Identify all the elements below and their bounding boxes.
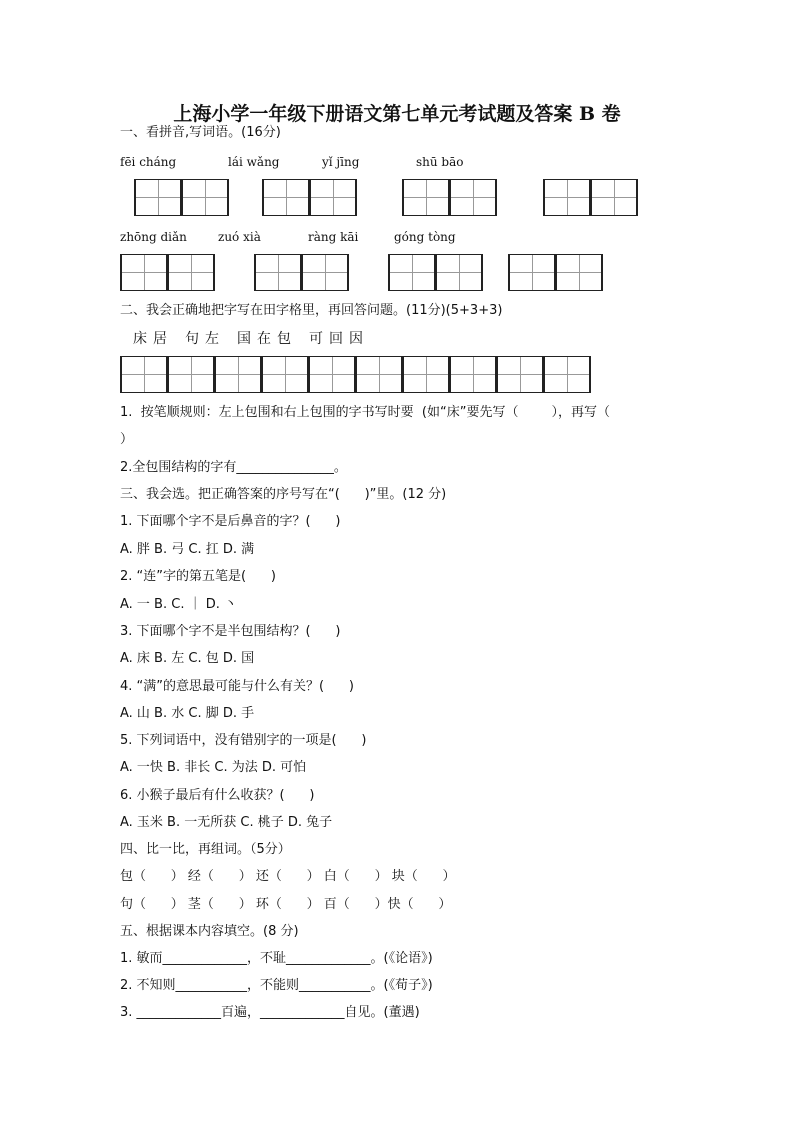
word-row: 包（ ） 经（ ） 还（ ） 白（ ） 块（ ）: [120, 869, 456, 884]
char: 居: [153, 331, 167, 347]
fill-line: 3. _____________百遍，_____________自见。(董遇): [120, 1005, 420, 1020]
section2-heading: 二、我会正确地把字写在田字格里，再回答问题。(11分)(5+3+3): [120, 303, 503, 318]
writing-grid[interactable]: [402, 179, 497, 216]
pinyin: ràng kāi: [308, 230, 359, 244]
question: 5. 下列词语中，没有错别字的一项是( ): [120, 733, 367, 748]
writing-grid[interactable]: [134, 179, 229, 216]
question: 3. 下面哪个字不是半包围结构？( ): [120, 624, 341, 639]
char: 句: [185, 331, 199, 347]
section2-q1: 1. 按笔顺规则：左上包围和右上包围的字书写时要 (如“床”要先写（ ），再写（: [120, 405, 611, 420]
char: 因: [349, 331, 363, 347]
pinyin: zuó xià: [218, 230, 261, 244]
writing-grid[interactable]: [120, 254, 215, 291]
char: 包: [277, 331, 291, 347]
char: 床: [133, 331, 147, 347]
page-title: 上海小学一年级下册语文第七单元考试题及答案 B 卷: [173, 103, 621, 125]
options: A. 山 B. 水 C. 脚 D. 手: [120, 706, 255, 721]
fill-line: 2. 不知则___________，不能则___________。(《荀子》): [120, 978, 433, 993]
char: 国: [237, 331, 251, 347]
section2-q1-cont: ）: [120, 432, 134, 447]
section5-heading: 五、根据课本内容填空。(8 分): [120, 924, 299, 939]
writing-grid[interactable]: [254, 254, 349, 291]
writing-grid[interactable]: [262, 179, 357, 216]
char: 在: [257, 331, 271, 347]
options: A. 一快 B. 非长 C. 为法 D. 可怕: [120, 760, 307, 775]
character-list: [133, 330, 369, 348]
options: A. 玉米 B. 一无所获 C. 桃子 D. 兔子: [120, 815, 333, 830]
options: A. 一 B. C. ｜ D. 丶: [120, 597, 237, 612]
pinyin: fēi cháng: [120, 155, 177, 169]
char: 左: [205, 331, 219, 347]
writing-grid[interactable]: [543, 179, 638, 216]
section2-q2: 2.全包围结构的字有_______________。: [120, 460, 347, 475]
writing-grid[interactable]: [388, 254, 483, 291]
question: 4. “满”的意思最可能与什么有关？( ): [120, 679, 354, 694]
question: 1. 下面哪个字不是后鼻音的字？( ): [120, 514, 341, 529]
writing-grid[interactable]: [508, 254, 603, 291]
options: A. 胖 B. 弓 C. 扛 D. 满: [120, 542, 255, 557]
writing-grid-row[interactable]: [120, 356, 591, 393]
fill-line: 1. 敏而_____________，不耻_____________。(《论语》): [120, 951, 433, 966]
section4-heading: 四、比一比，再组词。（5分）: [120, 842, 291, 857]
section3-heading: 三、我会选。把正确答案的序号写在“( )”里。(12 分): [120, 487, 447, 502]
section1-heading: 一、看拼音,写词语。(16分): [120, 125, 281, 140]
pinyin: shū bāo: [416, 155, 464, 169]
options: A. 床 B. 左 C. 包 D. 国: [120, 651, 255, 666]
pinyin: zhōng diǎn: [120, 230, 187, 244]
pinyin: góng tòng: [394, 230, 456, 244]
char: 可: [309, 331, 323, 347]
question: 6. 小猴子最后有什么收获？( ): [120, 788, 315, 803]
question: 2. “连”字的第五笔是( ): [120, 569, 276, 584]
pinyin: lái wǎng: [228, 155, 280, 169]
pinyin: yǐ jīng: [322, 155, 360, 169]
char: 回: [329, 331, 343, 347]
word-row: 句（ ） 茎（ ） 环（ ） 百（ ）快（ ）: [120, 897, 452, 912]
